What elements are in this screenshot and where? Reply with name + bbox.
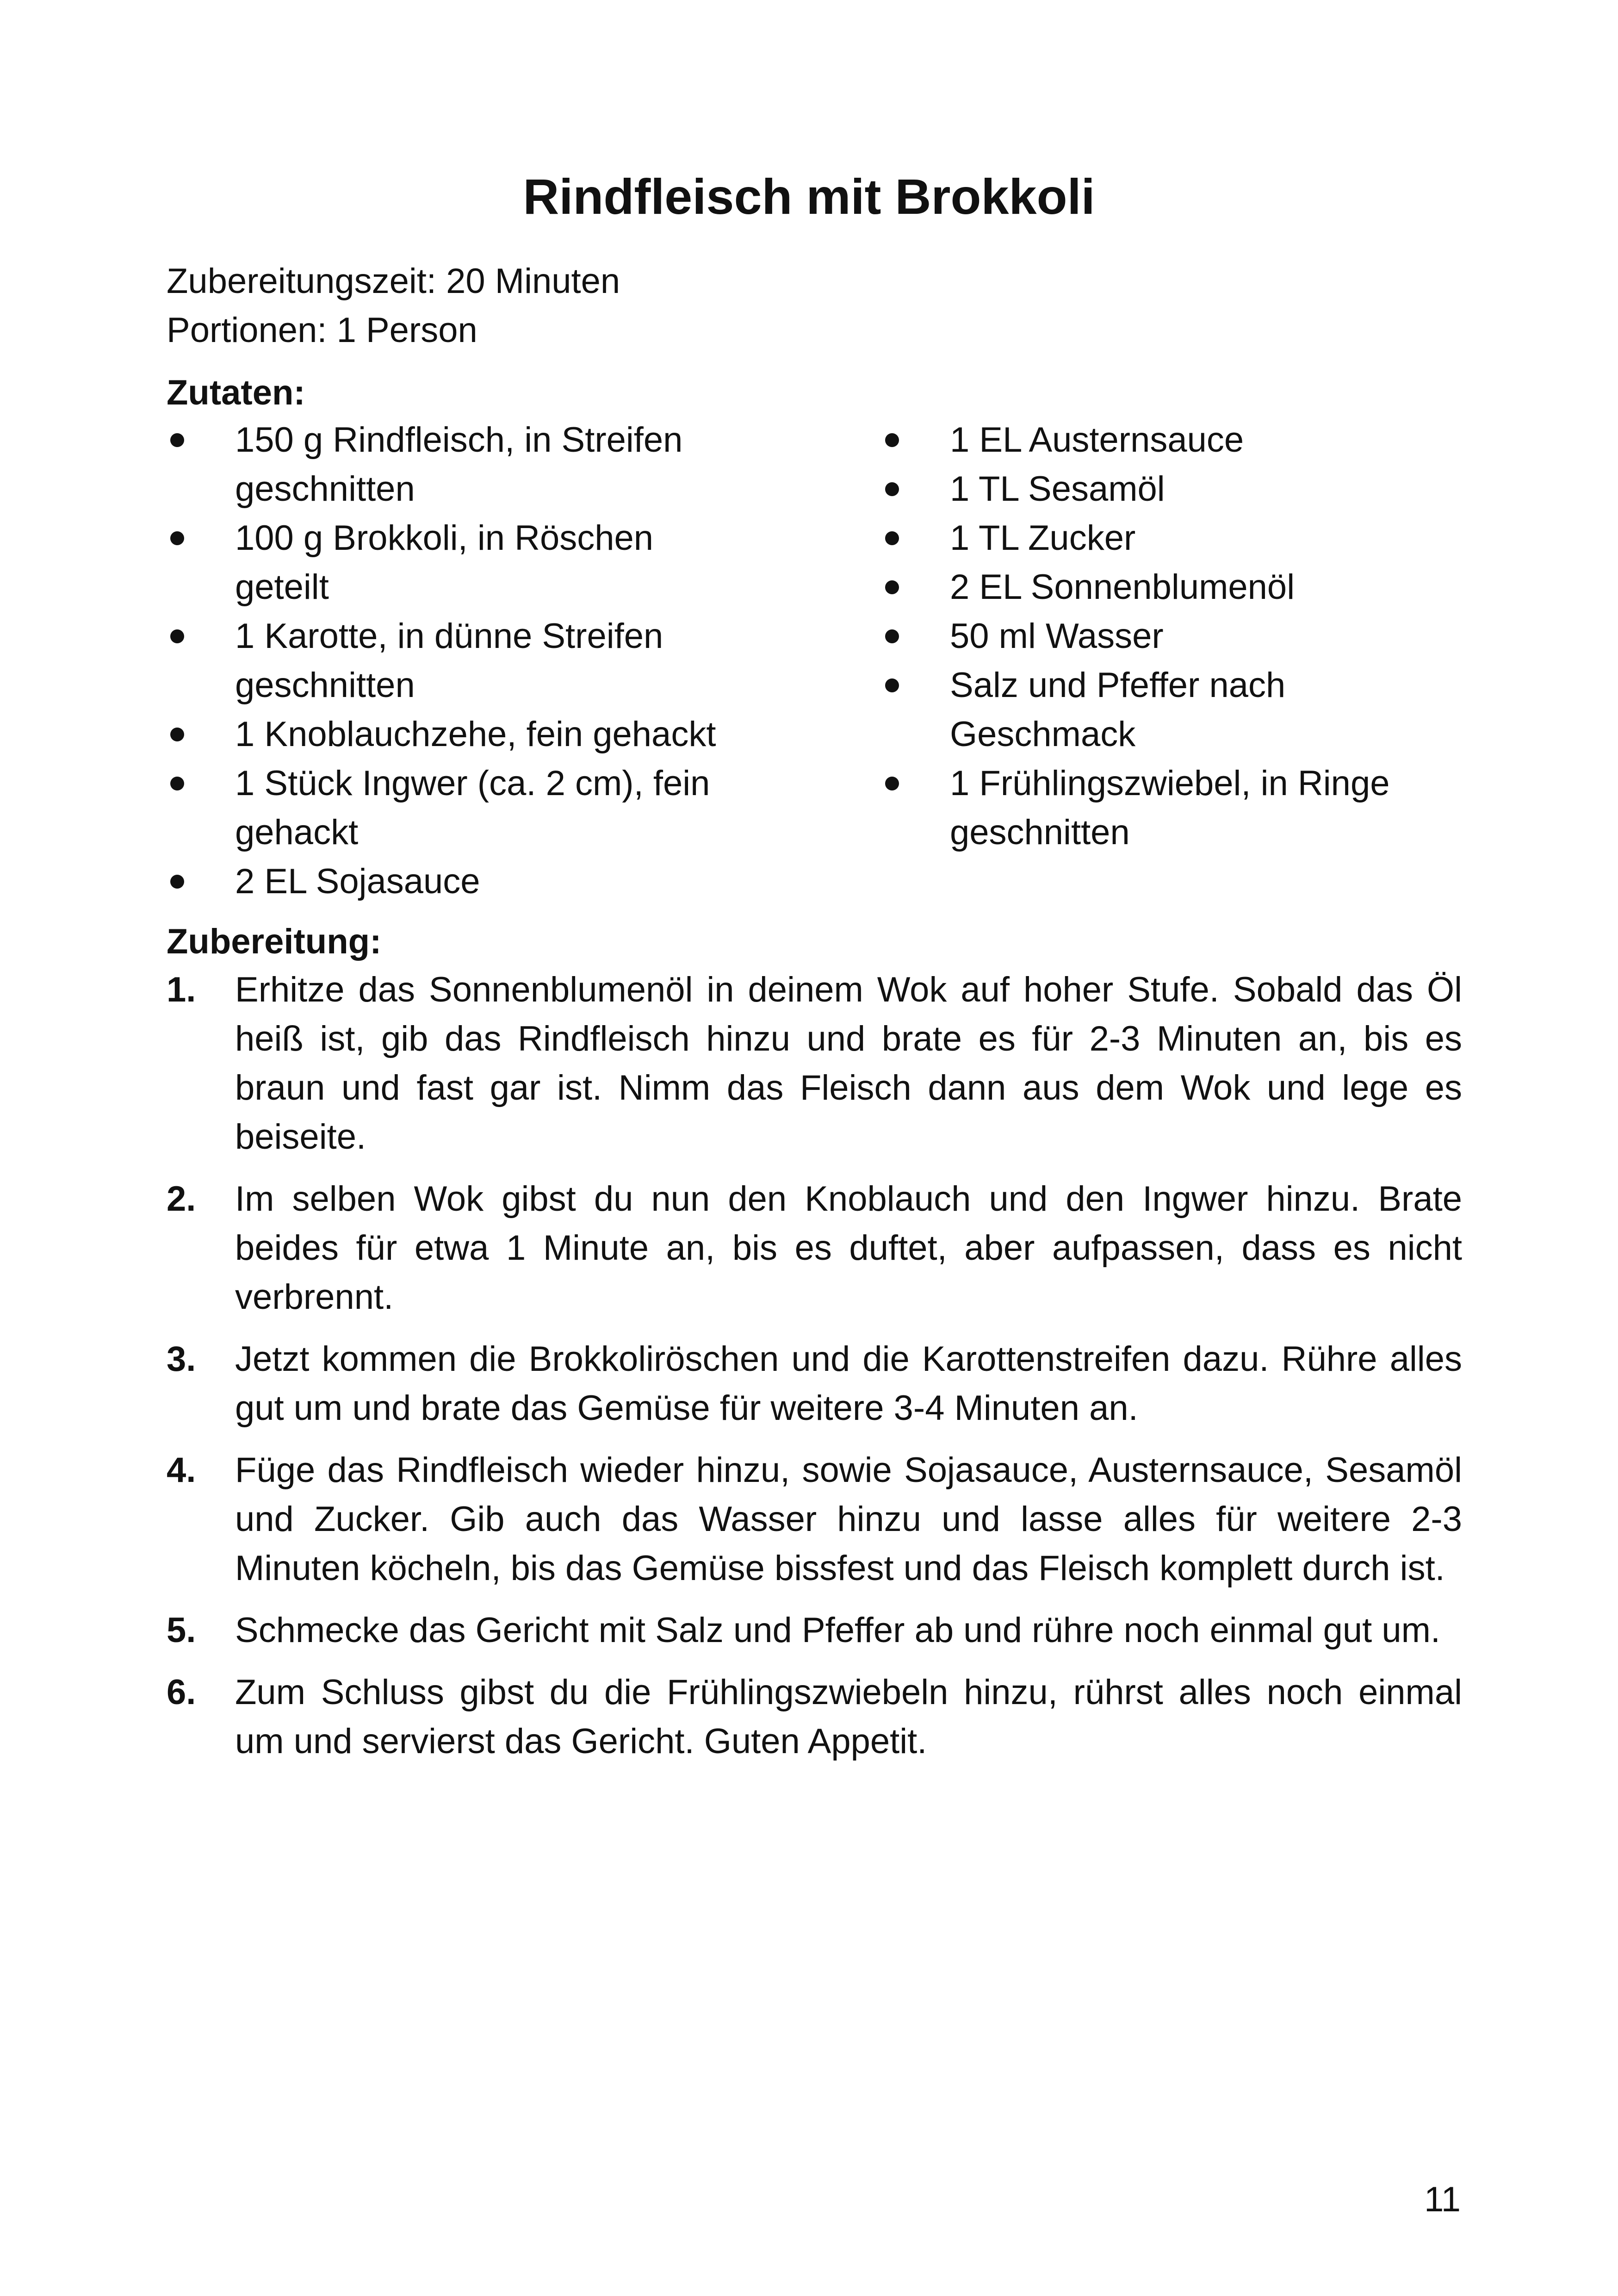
step-text: Schmecke das Gericht mit Salz und Pfeffer ab und rühre noch einmal gut um. <box>235 1611 1441 1650</box>
ingredient-item: 1 TL Sesamöl <box>881 465 1478 514</box>
ingredient-item: 2 EL Sonnenblumenöl <box>881 563 1478 612</box>
step-number: 6. <box>167 1673 196 1712</box>
ingredient-item: 150 g Rindfleisch, in Streifen geschnitten <box>167 416 750 514</box>
bullet-icon <box>885 580 899 594</box>
portions: Portionen: 1 Person <box>167 311 477 350</box>
bullet-icon <box>170 433 184 447</box>
step-text: Im selben Wok gibst du nun den Knoblauch und den Ingwer hinzu. Brate beides für etwa 1 Minute an, bis es duftet, aber aufpassen, dass es nicht verbrennt. <box>235 1179 1462 1317</box>
ingredient-item: 2 EL Sojasauce <box>167 857 750 906</box>
page-number: 11 <box>1424 2180 1461 2219</box>
bullet-icon <box>885 678 899 692</box>
recipe-meta <box>167 257 620 355</box>
ingredients-list-left <box>167 416 750 906</box>
step-text: Füge das Rindfleisch wieder hinzu, sowie Sojasauce, Austernsauce, Sesamöl und Zucker. Gib auch das Wasser hinzu und lasse alles für weitere 2-3 Minuten köcheln, bis das Gemüse bissfest und das Fleisch komplett durch ist. <box>235 1450 1462 1588</box>
prep-time: Zubereitungszeit: 20 Minuten <box>167 261 620 301</box>
ingredients-heading: Zutaten: <box>167 373 305 412</box>
ingredients-list-right <box>881 416 1478 857</box>
step-item <box>167 1335 1462 1433</box>
ingredient-item: Salz und Pfeffer nach Geschmack <box>881 661 1478 759</box>
step-text: Zum Schluss gibst du die Frühlingszwiebeln hinzu, rührst alles noch einmal um und servierst das Gericht. Guten Appetit. <box>235 1673 1462 1761</box>
ingredient-item: 1 Stück Ingwer (ca. 2 cm), fein gehackt <box>167 759 750 857</box>
ingredient-item: 1 Frühlingszwiebel, in Ringe geschnitten <box>881 759 1478 857</box>
ingredient-item: 1 Karotte, in dünne Streifen geschnitten <box>167 612 750 710</box>
ingredient-item: 1 TL Zucker <box>881 514 1478 563</box>
preparation-steps <box>167 965 1462 1779</box>
step-number: 5. <box>167 1611 196 1650</box>
step-item <box>167 965 1462 1162</box>
step-item <box>167 1175 1462 1322</box>
ingredient-item: 50 ml Wasser <box>881 612 1478 661</box>
step-number: 3. <box>167 1339 196 1379</box>
bullet-icon <box>885 629 899 643</box>
bullet-icon <box>170 629 184 643</box>
step-item <box>167 1606 1462 1655</box>
preparation-heading: Zubereitung: <box>167 922 382 961</box>
bullet-icon <box>885 777 899 790</box>
step-text: Jetzt kommen die Brokkoliröschen und die Karottenstreifen dazu. Rühre alles gut um und brate das Gemüse für weitere 3-4 Minuten an. <box>235 1339 1462 1428</box>
step-item <box>167 1446 1462 1593</box>
bullet-icon <box>170 875 184 889</box>
page-title: Rindfleisch mit Brokkoli <box>523 168 1095 224</box>
bullet-icon <box>885 482 899 496</box>
step-number: 2. <box>167 1179 196 1219</box>
bullet-icon <box>885 531 899 545</box>
bullet-icon <box>170 728 184 741</box>
bullet-icon <box>885 433 899 447</box>
step-number: 4. <box>167 1450 196 1490</box>
step-number: 1. <box>167 970 196 1009</box>
ingredient-item: 100 g Brokkoli, in Röschen geteilt <box>167 514 750 612</box>
ingredient-item: 1 EL Austernsauce <box>881 416 1478 465</box>
step-item <box>167 1668 1462 1766</box>
step-text: Erhitze das Sonnenblumenöl in deinem Wok auf hoher Stufe. Sobald das Öl heiß ist, gib das Rindfleisch hinzu und brate es für 2-3 Minuten an, bis es braun und fast gar ist. Nimm das Fleisch dann aus dem Wok und lege es beiseite. <box>235 970 1462 1157</box>
ingredient-item: 1 Knoblauchzehe, fein gehackt <box>167 710 750 759</box>
bullet-icon <box>170 777 184 790</box>
bullet-icon <box>170 531 184 545</box>
